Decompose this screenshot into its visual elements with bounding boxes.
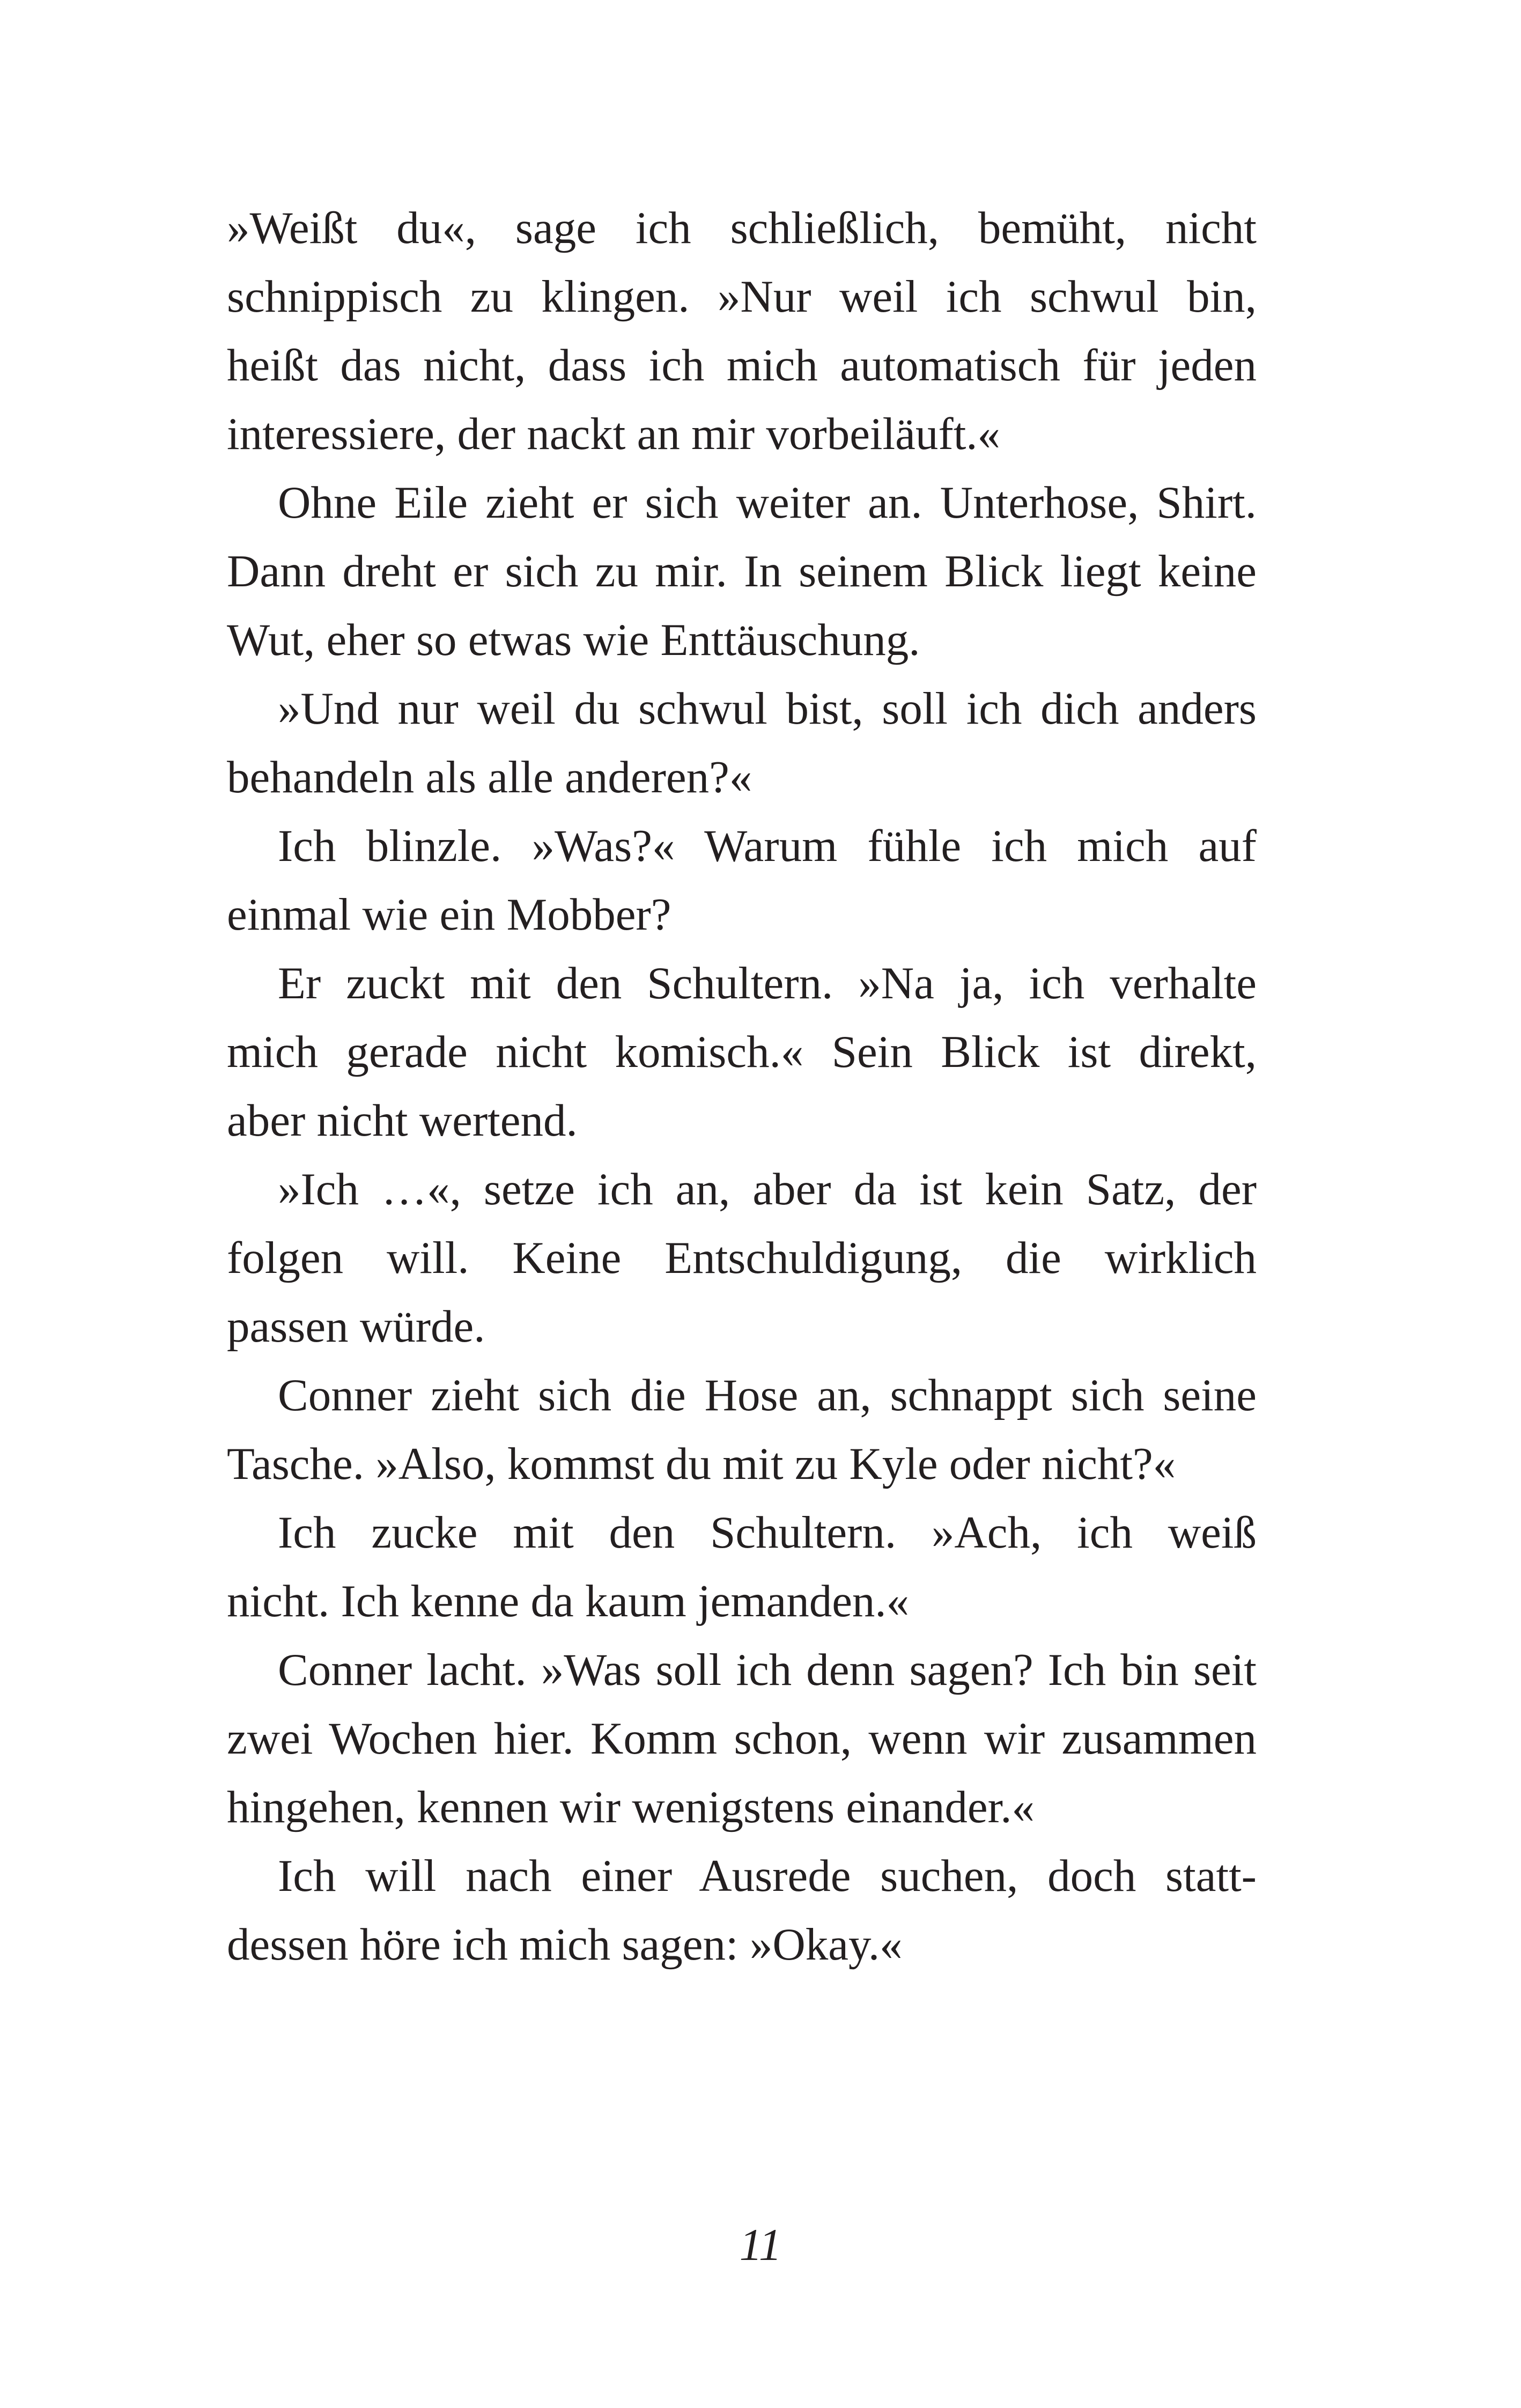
text-line: zwei Wochen hier. Komm schon, wenn wir zusammen bbox=[227, 1713, 1257, 1764]
text-line: mich gerade nicht komisch.« Sein Blick ist direkt, bbox=[227, 1027, 1257, 1077]
text-line: aber nicht wertend. bbox=[227, 1095, 578, 1146]
text-line: behandeln als alle anderen?« bbox=[227, 752, 752, 802]
text-line: Ich blinzle. »Was?« Warum fühle ich mich auf bbox=[278, 821, 1257, 871]
text-line: Tasche. »Also, kommst du mit zu Kyle oder nicht?« bbox=[227, 1439, 1176, 1489]
text-line: hingehen, kennen wir wenigstens einander.« bbox=[227, 1782, 1035, 1832]
text-line: Ohne Eile zieht er sich weiter an. Unterhose, Shirt. bbox=[278, 477, 1257, 528]
body-text bbox=[227, 194, 1257, 1979]
text-line: schnippisch zu klingen. »Nur weil ich schwul bin, bbox=[227, 271, 1257, 322]
text-line: interessiere, der nackt an mir vorbeiläuft.« bbox=[227, 409, 1001, 459]
text-line: heißt das nicht, dass ich mich automatisch für jeden bbox=[227, 340, 1257, 391]
text-line: »Und nur weil du schwul bist, soll ich dich anders bbox=[278, 683, 1257, 734]
text-line: dessen höre ich mich sagen: »Okay.« bbox=[227, 1919, 903, 1970]
text-line: Ich zucke mit den Schultern. »Ach, ich weiß bbox=[278, 1507, 1257, 1558]
text-line: Dann dreht er sich zu mir. In seinem Blick liegt keine bbox=[227, 546, 1257, 597]
text-line: Conner lacht. »Was soll ich denn sagen? Ich bin seit bbox=[278, 1645, 1257, 1695]
text-line: passen würde. bbox=[227, 1301, 485, 1352]
text-line: nicht. Ich kenne da kaum jemanden.« bbox=[227, 1576, 910, 1626]
text-line: Conner zieht sich die Hose an, schnappt sich seine bbox=[278, 1370, 1257, 1420]
text-line: Ich will nach einer Ausrede suchen, doch statt- bbox=[278, 1851, 1257, 1901]
text-line: einmal wie ein Mobber? bbox=[227, 889, 671, 940]
text-line: folgen will. Keine Entschuldigung, die wirklich bbox=[227, 1233, 1257, 1283]
text-line: »Weißt du«, sage ich schließlich, bemüht, nicht bbox=[227, 203, 1257, 253]
page-number: 11 bbox=[739, 2220, 782, 2270]
text-line: Er zuckt mit den Schultern. »Na ja, ich verhalte bbox=[278, 958, 1257, 1008]
text-line: Wut, eher so etwas wie Enttäuschung. bbox=[227, 615, 920, 665]
text-line: »Ich …«, setze ich an, aber da ist kein Satz, der bbox=[278, 1164, 1257, 1214]
